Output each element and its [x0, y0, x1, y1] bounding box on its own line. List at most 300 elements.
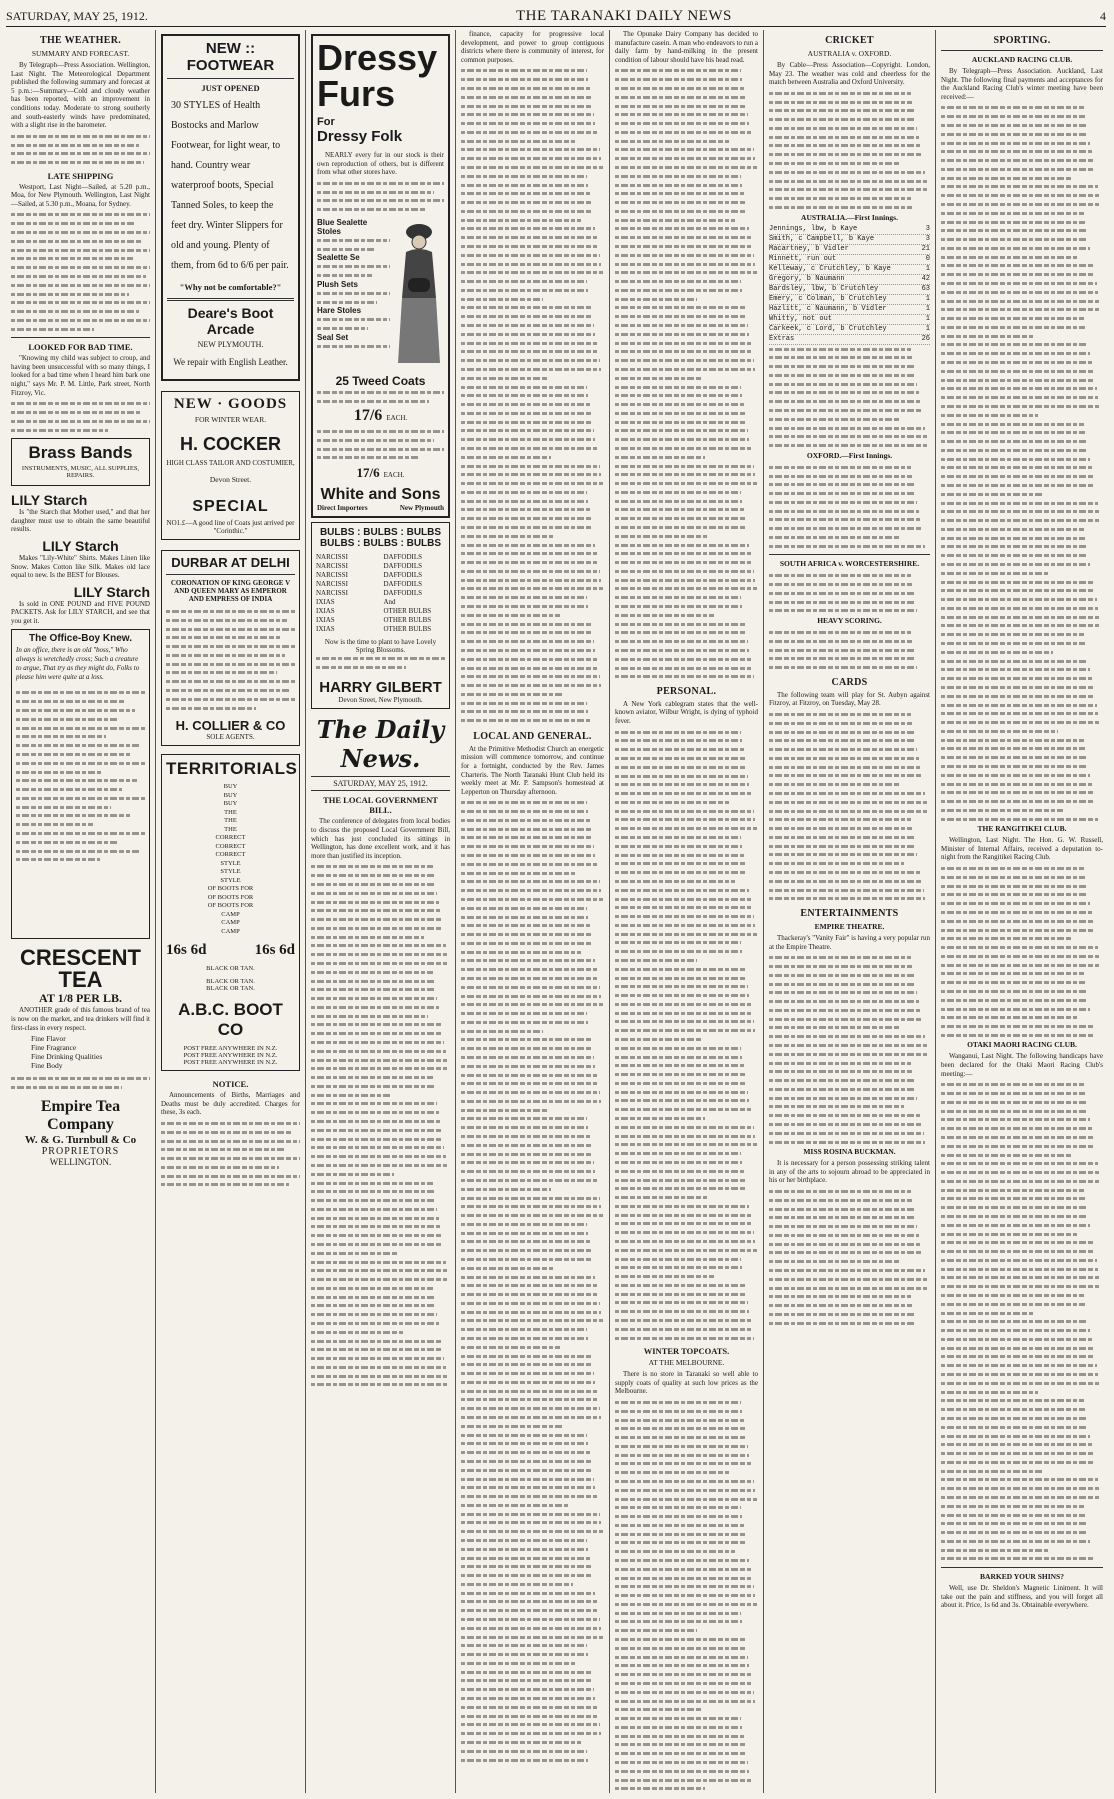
text-line	[941, 1031, 1095, 1040]
bulb-left: NARCISSI	[316, 589, 348, 598]
tweed-title: 25 Tweed Coats	[335, 373, 426, 388]
text-line	[941, 1475, 1098, 1484]
text-line	[941, 1133, 1093, 1142]
abc-post: POST FREE ANYWHERE IN N.Z.	[183, 1045, 278, 1053]
text-line	[461, 1264, 555, 1273]
text-line	[941, 314, 1084, 323]
text-line	[769, 971, 914, 980]
cocker-trade: HIGH CLASS TAILOR AND COSTUMIER,	[166, 459, 295, 467]
text-line	[769, 1257, 899, 1266]
text-line	[461, 1518, 601, 1527]
text-line	[941, 147, 1092, 156]
text-line	[615, 356, 754, 365]
text-line	[461, 1527, 603, 1536]
text-line	[461, 637, 594, 646]
crescent-feature: Fine Fragrance	[31, 1043, 77, 1053]
text-line	[461, 930, 591, 939]
text-line	[941, 1309, 1033, 1318]
text-line	[769, 1006, 920, 1015]
bulb-left: NARCISSI	[316, 553, 348, 562]
text-line	[941, 244, 1090, 253]
text-line	[615, 1070, 745, 1079]
deare-town: NEW PLYMOUTH.	[197, 340, 264, 349]
text-line	[941, 200, 1101, 209]
text-line	[615, 1538, 747, 1547]
text-line	[461, 1097, 601, 1106]
text-line	[615, 1732, 744, 1741]
bowling-body	[769, 345, 930, 450]
text-line	[615, 330, 749, 339]
text-line	[311, 1143, 444, 1152]
text-line	[461, 1132, 590, 1141]
black-tan-text: BLACK OR TAN.	[206, 965, 255, 973]
text-line	[461, 347, 598, 356]
runs: 1	[925, 294, 930, 303]
text-line	[615, 1521, 744, 1530]
text-line	[615, 453, 705, 462]
text-line	[615, 1219, 752, 1228]
bulbs-ad	[311, 522, 450, 709]
text-line	[769, 159, 899, 168]
tweed-price-2: 17/6	[356, 465, 380, 481]
text-line	[941, 507, 1100, 516]
text-line	[941, 1335, 1092, 1344]
weather-subheading: SUMMARY AND FORECAST.	[31, 49, 130, 58]
text-line	[461, 1404, 600, 1413]
text-line	[311, 1152, 446, 1161]
deare-title: Deare's Boot Arcade	[187, 305, 274, 337]
text-line	[461, 716, 590, 725]
text-line	[941, 1440, 1092, 1449]
text-line	[461, 1123, 588, 1132]
runs: 1	[925, 324, 930, 333]
cocker-ad	[161, 391, 300, 540]
text-line	[769, 542, 925, 551]
text-line	[941, 899, 1090, 908]
auckland-racing-text: By Telegraph—Press Association. Auckland, Last Night. The following final payments and acceptances for the Auckland Racing Club's winter meeting have been received:—	[941, 67, 1103, 101]
text-line	[769, 1240, 920, 1249]
column-1	[6, 30, 156, 1793]
text-line	[615, 391, 742, 400]
text-line	[769, 798, 927, 807]
text-line	[615, 1565, 751, 1574]
text-line	[941, 753, 1087, 762]
price-left: 16s 6d	[166, 942, 207, 959]
text-line	[769, 997, 919, 1006]
deare-repair: We repair with English Leather.	[173, 357, 288, 367]
text-line	[615, 1512, 742, 1521]
text-line	[769, 432, 927, 441]
text-line	[941, 288, 1098, 297]
text-line	[311, 994, 437, 1003]
text-line	[941, 952, 1100, 961]
text-line	[769, 654, 916, 663]
bulb-right: DAFFODILS	[383, 553, 423, 562]
text-line	[311, 1275, 449, 1284]
text-line	[769, 842, 916, 851]
text-line	[615, 807, 754, 816]
text-line	[615, 1140, 757, 1149]
text-line	[941, 218, 1085, 227]
text-line	[461, 1676, 593, 1685]
text-line	[615, 1433, 747, 1442]
text-line	[941, 1107, 1088, 1116]
text-line	[461, 1053, 594, 1062]
territorials-word: THE	[224, 825, 237, 833]
territorials-word: CAMP	[221, 910, 240, 918]
text-line	[941, 516, 1101, 525]
crescent-tea-text: ANOTHER grade of this famous brand of tea is now on the market, and tea drinkers will find it first-class in every respect.	[11, 1006, 150, 1032]
south-africa-heading: SOUTH AFRICA v. WORCESTERSHIRE.	[779, 559, 920, 569]
furs-folk: Dressy Folk	[317, 128, 403, 145]
text-line	[461, 913, 588, 922]
text-line	[941, 358, 1092, 367]
text-line	[769, 1301, 912, 1310]
runs: 21	[921, 244, 930, 253]
text-line	[941, 762, 1088, 771]
text-line	[461, 128, 597, 137]
text-line	[941, 332, 1033, 341]
text-line	[941, 209, 1084, 218]
personal-heading: PERSONAL.	[656, 685, 717, 697]
text-line	[461, 690, 564, 699]
south-africa-body	[769, 571, 930, 615]
text-line	[769, 1094, 917, 1103]
text-line	[461, 1360, 593, 1369]
text-line	[941, 139, 1090, 148]
territorials-word: BUY	[223, 783, 238, 791]
text-line	[461, 233, 597, 242]
text-line	[615, 470, 755, 479]
runs: 3	[925, 234, 930, 243]
territorials-word: STYLE	[220, 859, 241, 867]
text-line	[769, 728, 914, 737]
text-line	[461, 1501, 568, 1510]
text-line	[311, 1249, 399, 1258]
text-line	[615, 1053, 742, 1062]
empire-theatre-heading: EMPIRE THEATRE.	[814, 921, 885, 931]
personal-body	[615, 728, 758, 1343]
text-line	[769, 771, 922, 780]
runs: 1	[925, 314, 930, 323]
text-line	[615, 93, 745, 102]
editorial-body	[311, 862, 450, 1389]
text-line	[461, 1290, 598, 1299]
text-line	[769, 1032, 925, 1041]
bulbs-heading: BULBS : BULBS : BULBS	[319, 527, 442, 539]
score-row	[769, 235, 930, 245]
text-line	[941, 1537, 1090, 1546]
text-line	[615, 1035, 701, 1044]
text-line	[615, 137, 731, 146]
text-line	[461, 816, 590, 825]
text-line	[615, 303, 745, 312]
text-line	[769, 1050, 928, 1059]
text-line	[941, 1013, 1077, 1022]
tweed-price: 17/6	[353, 407, 383, 425]
text-line	[941, 402, 1100, 411]
text-line	[615, 1176, 745, 1185]
text-line	[941, 165, 1095, 174]
text-line	[615, 1442, 748, 1451]
text-line	[615, 409, 745, 418]
text-line	[461, 1694, 595, 1703]
text-line	[615, 1026, 755, 1035]
durbar-text: CORONATION OF KING GEORGE V AND QUEEN MARY AS EMPEROR AND EMPRESS OF INDIA	[170, 579, 291, 603]
text-line	[461, 1562, 591, 1571]
text-line	[769, 745, 917, 754]
text-line	[615, 198, 745, 207]
text-line	[769, 719, 912, 728]
text-line	[461, 860, 597, 869]
text-line	[769, 415, 899, 424]
text-line	[615, 1626, 697, 1635]
black-tan-text-3: BLACK OR TAN.	[206, 985, 255, 993]
text-line	[311, 933, 424, 942]
text-line	[941, 1519, 1087, 1528]
text-line	[615, 593, 741, 602]
text-line	[941, 1256, 1097, 1265]
text-line	[941, 1194, 1085, 1203]
text-line	[615, 798, 731, 807]
text-line	[461, 1545, 588, 1554]
text-line	[769, 424, 925, 433]
text-line	[941, 534, 1085, 543]
text-line	[615, 1202, 749, 1211]
text-line	[311, 968, 433, 977]
text-line	[769, 763, 920, 772]
buckman-text: It is necessary for a person possessing striking talent in any of the arts to sojourn abroad to be appreciated in his or her birthplace.	[769, 1159, 930, 1185]
territorials-ad	[161, 754, 300, 1071]
text-line	[615, 851, 744, 860]
text-line	[769, 754, 919, 763]
bulb-right: DAFFODILS	[383, 589, 423, 598]
goods-sub: FOR WINTER WEAR.	[194, 415, 267, 424]
heavy-scoring-heading: HEAVY SCORING.	[817, 616, 882, 626]
text-line	[615, 1149, 741, 1158]
text-line	[461, 1027, 543, 1036]
text-line	[615, 1617, 742, 1626]
text-line	[311, 1319, 439, 1328]
text-line	[311, 1056, 447, 1065]
text-line	[941, 156, 1093, 165]
text-line	[941, 604, 1098, 613]
text-line	[941, 1528, 1088, 1537]
text-line	[461, 1615, 600, 1624]
text-line	[311, 1380, 449, 1389]
text-line	[769, 106, 914, 115]
text-line	[461, 558, 598, 567]
text-line	[941, 1247, 1095, 1256]
text-line	[941, 420, 1084, 429]
text-line	[461, 1150, 593, 1159]
text-line	[461, 1185, 551, 1194]
text-line	[941, 648, 1053, 657]
text-line	[941, 1300, 1085, 1309]
text-line	[461, 948, 581, 957]
price-right: 16s 6d	[254, 942, 295, 959]
text-line	[461, 242, 598, 251]
article-body	[461, 66, 604, 724]
editorial-text: The conference of delegates from local bodies to discuss the proposed Local Government Bill, which has just concluded its sittings in Wellington, has done excellent work, and it has more than justified its inception.	[311, 817, 450, 860]
cards-body	[769, 710, 930, 903]
text-line	[311, 1266, 447, 1275]
score-row	[769, 305, 930, 315]
text-line	[769, 380, 917, 389]
text-line	[769, 150, 922, 159]
cocker-name: H. COCKER	[179, 434, 281, 454]
text-line	[461, 216, 581, 225]
text-line	[615, 1334, 754, 1343]
text-line	[615, 1211, 751, 1220]
text-line	[941, 261, 1093, 270]
territorials-word: THE	[224, 817, 237, 825]
text-line	[615, 523, 747, 532]
cricket-body	[769, 89, 930, 212]
empire-tea-title: Empire Tea Company	[40, 1097, 121, 1133]
text-line	[311, 1038, 444, 1047]
text-line	[615, 1000, 751, 1009]
text-line	[615, 383, 741, 392]
text-line	[769, 498, 917, 507]
text-line	[461, 939, 593, 948]
tweed-price-each: EACH.	[386, 414, 408, 423]
text-line	[461, 295, 543, 304]
score-row	[769, 275, 930, 285]
text-line	[941, 987, 1087, 996]
text-line	[461, 921, 590, 930]
text-line	[941, 112, 1085, 121]
text-line	[461, 110, 594, 119]
text-line	[769, 1138, 925, 1147]
barked-shins-text: Well, use Dr. Sheldon's Magnetic Liniment. It will take out the pain and stiffness, and you will forget all about it. Price, 1s 6d and 3s. Obtainable everywhere.	[941, 1584, 1103, 1610]
score-row	[769, 245, 930, 255]
bulb-left: IXIAS	[316, 625, 335, 634]
text-line	[461, 611, 560, 620]
text-line	[769, 141, 920, 150]
score-row	[769, 335, 930, 345]
text-line	[941, 1177, 1101, 1186]
text-line	[941, 560, 1090, 569]
text-line	[941, 1379, 1100, 1388]
text-line	[461, 833, 593, 842]
text-line	[941, 665, 1090, 674]
text-line	[615, 295, 697, 304]
empire-theatre-text: Thackeray's "Vanity Fair" is having a very popular run at the Empire Theatre.	[769, 933, 930, 951]
text-line	[461, 374, 547, 383]
text-line	[461, 1194, 600, 1203]
text-line	[615, 1096, 749, 1105]
text-line	[615, 1495, 757, 1504]
special-text: NO1.£—A good line of Coats just arrived per "Corinthic."	[166, 519, 295, 535]
text-line	[461, 1255, 593, 1264]
text-line	[941, 692, 1095, 701]
text-line	[461, 268, 603, 277]
text-line	[615, 833, 741, 842]
text-line	[941, 349, 1090, 358]
text-line	[941, 428, 1085, 437]
bedtime-text: "Knowing my child was subject to croup, and having been unsuccessful with so many things, I looked for a bad time when I heard him bark one night," says Mr. P. M. Little, Park street, North Fitzroy, Vic.	[11, 354, 150, 397]
batsman: Gregory, b Naumann	[769, 274, 845, 283]
text-line	[615, 1316, 751, 1325]
text-line	[461, 895, 603, 904]
text-line	[615, 1255, 741, 1264]
runs: 3	[925, 224, 930, 233]
furs-ad	[311, 34, 450, 518]
column-2	[156, 30, 306, 1793]
text-line	[941, 297, 1100, 306]
text-line	[615, 514, 745, 523]
text-line	[461, 1352, 591, 1361]
text-line	[461, 391, 588, 400]
text-line	[461, 277, 587, 286]
text-line	[769, 1129, 924, 1138]
text-line	[615, 947, 742, 956]
territorials-word: BUY	[223, 800, 238, 808]
text-line	[941, 253, 1077, 262]
text-line	[615, 1661, 749, 1670]
lily-starch-title-3: LILY Starch	[73, 583, 150, 600]
text-line	[941, 1352, 1095, 1361]
crescent-feature: Fine Body	[31, 1061, 63, 1071]
otaki-heading: OTAKI MAORI RACING CLUB.	[967, 1040, 1077, 1050]
text-line	[311, 941, 446, 950]
scorecard	[769, 225, 930, 345]
text-line	[461, 1448, 590, 1457]
text-line	[941, 182, 1098, 191]
text-line	[461, 1606, 598, 1615]
text-line	[941, 569, 1048, 578]
text-line	[615, 859, 745, 868]
text-line	[311, 1091, 390, 1100]
text-line	[769, 580, 912, 589]
text-line	[615, 532, 709, 541]
text-line	[311, 1258, 446, 1267]
bulb-right: And	[383, 598, 396, 607]
text-line	[769, 397, 920, 406]
text-line	[461, 655, 597, 664]
text-line	[461, 1571, 593, 1580]
text-line	[941, 815, 1098, 824]
text-line	[461, 1756, 588, 1765]
batsman: Whitty, not out	[769, 314, 833, 323]
text-line	[941, 701, 1097, 710]
text-line	[941, 1142, 1095, 1151]
territorials-word: CAMP	[221, 919, 240, 927]
cocker-street: Devon Street.	[209, 475, 252, 484]
text-line	[615, 181, 742, 190]
text-line	[615, 321, 748, 330]
text-line	[941, 1221, 1090, 1230]
text-line	[615, 664, 752, 673]
text-line	[615, 1158, 742, 1167]
text-line	[941, 1089, 1085, 1098]
territorials-word: THE	[224, 808, 237, 816]
text-line	[461, 1334, 588, 1343]
text-line	[769, 780, 899, 789]
text-line	[461, 163, 603, 172]
text-line	[615, 1547, 735, 1556]
text-line	[615, 172, 741, 181]
text-line	[615, 815, 755, 824]
text-line	[615, 444, 751, 453]
text-line	[769, 1067, 912, 1076]
text-line	[769, 868, 920, 877]
opunake-text: The Opunake Dairy Company has decided to manufacture casein. A man who endeavors to run a daily farm by hand-milking in the present condition of labour should have his head read.	[615, 30, 758, 64]
text-line	[615, 842, 742, 851]
text-line	[769, 1319, 916, 1328]
text-line	[941, 1458, 1095, 1467]
